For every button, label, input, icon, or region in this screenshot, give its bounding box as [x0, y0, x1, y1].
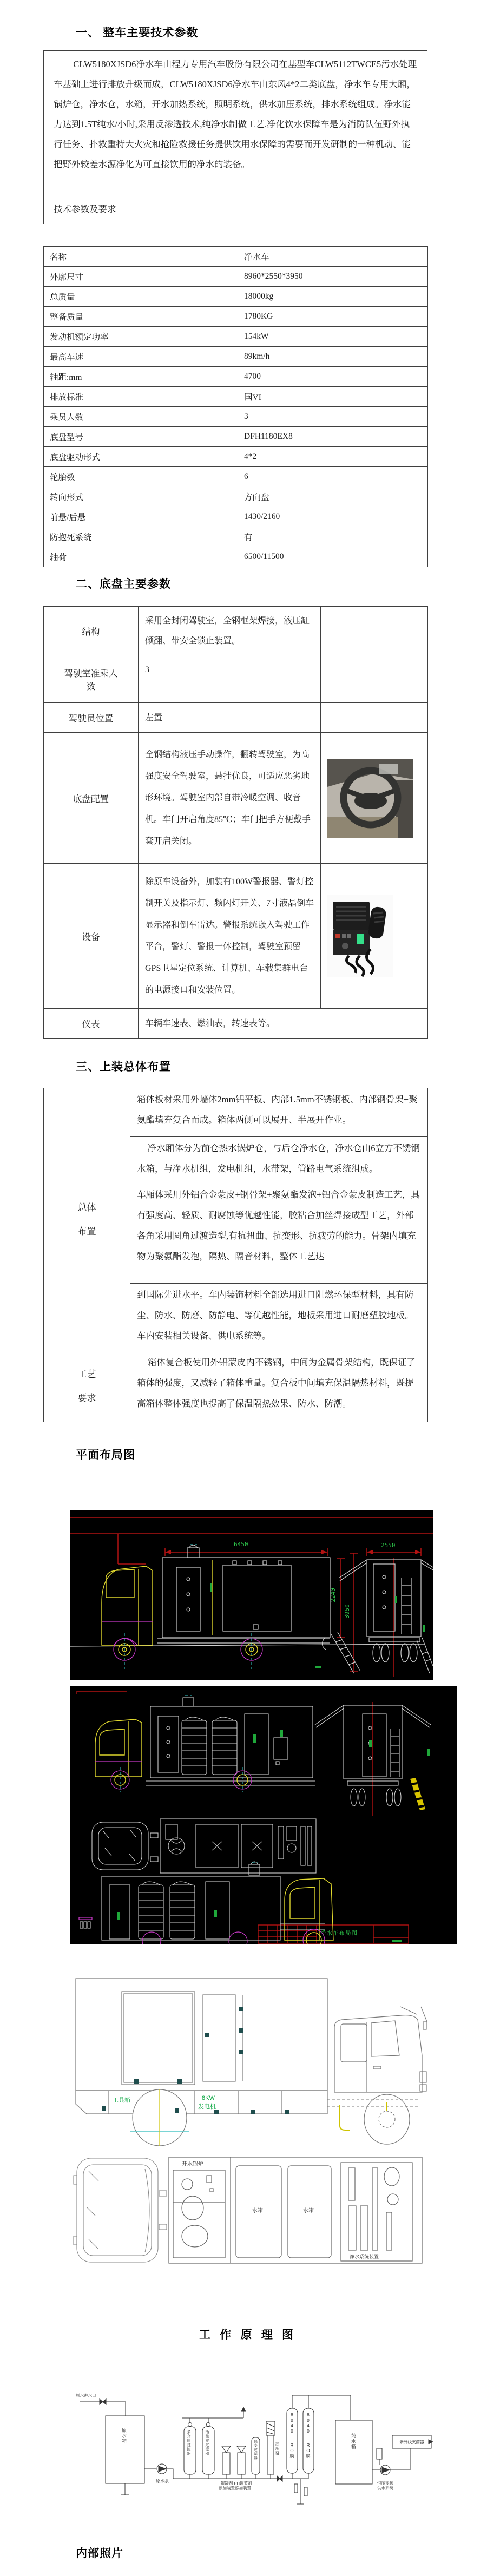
chassis-label-text: 仪表 — [82, 1019, 100, 1029]
param-label: 乘员人数 — [44, 407, 238, 427]
param-label: 轮胎数 — [44, 467, 238, 487]
steering-wheel-photo — [327, 759, 413, 838]
cad1-micro-label — [423, 1625, 425, 1632]
cad2-micro-label — [117, 1912, 120, 1920]
cad1-yellow-cab — [102, 1560, 258, 1655]
cad1-dim-box-height: 2240 — [329, 1588, 337, 1602]
steering-wheel-graphic — [327, 759, 413, 838]
cad2-title-block-text: 净水车布局图 — [320, 1930, 358, 1936]
toolbox-label: 工具箱 — [113, 2097, 130, 2104]
param-value: 4*2 — [238, 447, 428, 467]
param-value: 18000kg — [238, 287, 428, 307]
param-label: 底盘型号 — [44, 427, 238, 447]
param-value: 有 — [238, 527, 428, 547]
flow-ro1-size-label: 8040 — [289, 2413, 294, 2434]
param-value: 6500/11500 — [238, 547, 428, 567]
tech-req-cell — [44, 193, 427, 224]
flow-media-filter-label: 多介质过滤器 — [187, 2430, 190, 2456]
cad1-dim-width: 2550 — [381, 1542, 396, 1549]
param-label: 名称 — [44, 247, 238, 267]
param-value: 89km/h — [238, 347, 428, 367]
param-label: 轴荷 — [44, 547, 238, 567]
param-label: 总质量 — [44, 287, 238, 307]
flow-dosing2-line1: PH调节剂 — [234, 2481, 252, 2486]
plan-layout-heading: 平面布局图 — [76, 1448, 135, 1461]
param-label: 前悬/后悬 — [44, 507, 238, 527]
layout-text-b — [130, 1137, 428, 1284]
param-label: 轴距:mm — [44, 367, 238, 387]
layout-text-b1: 净水厢体分为前仓热水锅炉仓，与后仓净水仓，净水仓由6立方不锈钢水箱，与净水机组，发电机组，水带架，管路电气系统组成。 — [137, 1143, 420, 1174]
param-value: 1430/2160 — [238, 507, 428, 527]
chassis-extra-cell — [321, 607, 428, 655]
purifier-label: 净水系统装置 — [350, 2254, 379, 2259]
table-row — [44, 733, 428, 864]
table-row — [44, 287, 428, 307]
tank2-label: 水箱 — [303, 2208, 314, 2214]
superstructure-table — [43, 1088, 428, 1422]
chassis-label — [44, 655, 139, 703]
cad1-dim-length: 6450 — [234, 1541, 248, 1548]
craft-label-line1: 工艺 — [77, 1369, 96, 1379]
cad2-micro-label — [427, 1749, 430, 1756]
plan-drawing-svg — [70, 2153, 427, 2268]
param-value: 154kW — [238, 327, 428, 347]
table-row — [44, 267, 428, 287]
truck-side-line-drawing — [70, 1974, 427, 2148]
genset-label-line2: 发电机 — [198, 2104, 216, 2110]
param-label: 发动机额定功率 — [44, 327, 238, 347]
chassis-text: 采用全封闭驾驶室，全钢框架焊接，液压缸倾翻、带安全锁止装置。 — [139, 607, 321, 655]
cad2-striped-ramp — [410, 1778, 425, 1810]
overall-label-line2: 布置 — [77, 1226, 96, 1237]
cad2-micro-label — [280, 1730, 283, 1737]
chassis-text: 除原车设备外，加装有100W警报器、警灯控制开关及指示灯、频闪灯开关、7寸液晶倒车显示器和倒车雷达。警报系统嵌入驾驶工作平台，警灯、警报一体控制，驾驶室预留GPS卫星定位系统、计算机、车载集群电台的电源接口和安装位置。 — [139, 864, 321, 1009]
intro-paragraph: CLW5180XJSD6净水车由程力专用汽车股份有限公司在基型车CLW5112TWCE5污水处理车基础上进行排放升级而成，CLW5180XJSD6净水车由东风4*2二类底盘，净水车专用大厢，锅炉仓，净水仓，水箱，开水加热系统，照明系统，供水加压系统，排水系统组成。净水能力达到1.5T纯水/小时,采用反渗透技术,纯净水制做工艺.净化饮水保障车是为消防队伍野外执行任务、扑救重特大火灾和抢险救援任务提供饮用水保障的需要而开发研制的一种机动、能把野外较差水源净化为可直接饮用的净水的装备。 — [54, 59, 417, 169]
flow-dosing2-line2: 添加装置 — [235, 2486, 251, 2490]
chassis-table — [43, 606, 428, 1039]
table-row — [44, 347, 428, 367]
chassis-text: 左置 — [139, 703, 321, 733]
table-row — [44, 307, 428, 327]
section2-heading: 二、底盘主要参数 — [76, 577, 171, 590]
chassis-label — [44, 864, 139, 1009]
param-label: 最高车速 — [44, 347, 238, 367]
boiler-label: 开水锅炉 — [182, 2161, 203, 2167]
cad-drawing-2 — [70, 1686, 457, 1944]
table-row — [44, 487, 428, 507]
flow-pure-tank-label: 纯水箱 — [351, 2433, 356, 2449]
cad-panel-layout-views — [70, 1686, 457, 1944]
cad1-red-lines — [70, 1517, 433, 1677]
cad2-magenta — [79, 1762, 325, 1944]
table-row — [44, 193, 427, 224]
cad1-micro-label — [315, 1666, 321, 1668]
chassis-text: 全钢结构液压手动操作，翻转驾驶室，为高强度安全驾驶室，悬挂优良，可适应恶劣地形环境。驾驶室内部自带冷暖空调、收音机。车门开启角度85℃；车门把手方便戴手套开启关闭。 — [139, 733, 321, 864]
flow-inlet-label: 原水进水口 — [76, 2393, 96, 2398]
photos-heading: 内部照片 — [76, 2547, 123, 2560]
flow-raw-tank-label: 原水箱 — [121, 2428, 127, 2444]
param-value: 1780KG — [238, 307, 428, 327]
flow-uv-label: 紫外线灭菌器 — [399, 2440, 424, 2444]
table-row — [44, 507, 428, 527]
flow-dosing2-label — [229, 2481, 256, 2490]
chassis-label-text: 驾驶室准乘人数 — [64, 668, 118, 692]
siren-control-photo-cell — [321, 864, 428, 1009]
cad2-micro-label — [392, 1940, 402, 1942]
principle-heading: 工 作 原 理 图 — [199, 2328, 297, 2341]
flow-security-filter-label: 保安过滤器 — [253, 2440, 257, 2460]
genset-label-line1: 8KW — [202, 2095, 215, 2101]
cad1-micro-label — [210, 1583, 212, 1592]
flow-hp-pump-label: 高压泵 — [275, 2442, 280, 2456]
siren-control-graphic — [327, 895, 393, 977]
cad2-micro-label — [369, 1740, 372, 1747]
steering-wheel-photo-cell — [321, 733, 428, 864]
chassis-text: 3 — [139, 655, 321, 703]
flow-supply-line2: 供水系统 — [377, 2486, 393, 2490]
param-label: 防抱死系统 — [44, 527, 238, 547]
overall-label-line1: 总体 — [77, 1202, 96, 1213]
section1-heading: 一、 整车主要技术参数 — [76, 26, 199, 39]
table-row — [44, 1351, 428, 1422]
table-row — [44, 367, 428, 387]
param-value: DFH1180EX8 — [238, 427, 428, 447]
flow-supply-label — [369, 2481, 402, 2490]
chassis-label-text: 设备 — [82, 931, 100, 942]
vehicle-params-table — [43, 246, 428, 567]
param-value: 8960*2550*3950 — [238, 267, 428, 287]
intro-cell — [44, 51, 427, 193]
param-label: 整备质量 — [44, 307, 238, 327]
table-row — [44, 467, 428, 487]
side-drawing-svg — [70, 1974, 427, 2148]
plan-cab-top — [74, 2158, 167, 2262]
table-row — [44, 447, 428, 467]
flow-dosing1-line2: 添加装置 — [219, 2486, 235, 2490]
flow-carbon-filter-label: 活性炭过滤器 — [205, 2430, 209, 2456]
cad1-dim-total-height: 3950 — [343, 1604, 351, 1619]
chassis-label — [44, 703, 139, 733]
param-value: 6 — [238, 467, 428, 487]
plan-view-line-drawing — [70, 2153, 427, 2268]
table-row — [44, 247, 428, 267]
table-row — [44, 703, 428, 733]
tech-req-label: 技术参数及要求 — [54, 204, 116, 214]
chassis-label-text: 结构 — [82, 626, 100, 637]
side-drawing-lines — [76, 1979, 427, 2146]
table-row — [44, 547, 428, 567]
param-value: 国VI — [238, 387, 428, 407]
chassis-extra-cell — [321, 703, 428, 733]
cad1-magenta — [102, 1621, 262, 1660]
tank1-label: 水箱 — [252, 2208, 263, 2214]
chassis-label — [44, 607, 139, 655]
table-row — [44, 387, 428, 407]
cad2-micro-label — [214, 1910, 217, 1917]
chassis-text: 车辆车速表、燃油表，转速表等。 — [139, 1009, 428, 1039]
param-value: 3 — [238, 407, 428, 427]
table-row — [44, 407, 428, 427]
craft-req-label — [44, 1351, 130, 1422]
cad-panel-side-rear — [70, 1510, 433, 1680]
flow-supply-line1: 恒压变频 — [377, 2481, 393, 2486]
table-row — [44, 51, 427, 193]
craft-label-line2: 要求 — [77, 1393, 96, 1403]
craft-req-text: 箱体复合板使用外铝蒙皮内不锈钢，中间为金属骨架结构，既保证了箱体的强度，又减轻了箱体重量。复合板中间填充保温隔热材料，既提高箱体整体强度也提高了保温隔热效果、防水、防潮。 — [137, 1357, 416, 1409]
param-label: 外廓尺寸 — [44, 267, 238, 287]
param-label: 排放标准 — [44, 387, 238, 407]
table-row — [44, 527, 428, 547]
param-value: 方向盘 — [238, 487, 428, 507]
process-flow-diagram — [76, 2377, 433, 2539]
siren-control-photo — [327, 895, 393, 977]
flow-raw-pump-label: 原水泵 — [156, 2479, 169, 2483]
chassis-label-text: 驾驶员位置 — [68, 713, 114, 724]
layout-text-c: 到国际先进水平。车内装饰材料全部选用进口阻燃环保型材料，具有防尘、防水、防磨、防静电、等优越性能，地板采用进口耐磨塑胶地板。车内安装相关设备、供电系统等。 — [130, 1284, 428, 1351]
overall-layout-label — [44, 1088, 130, 1351]
table-row — [44, 864, 428, 1009]
cad2-micro-label — [253, 1734, 256, 1743]
intro-table — [43, 50, 427, 224]
flow-dosing1-line1: 絮凝剂 — [220, 2481, 233, 2486]
table-row — [44, 1088, 428, 1137]
flow-ro2-mem-label: RO膜 — [306, 2443, 311, 2459]
flow-ro1-mem-label: RO膜 — [289, 2443, 294, 2459]
cad2-red-lines — [77, 1691, 409, 1943]
chassis-extra-cell — [321, 655, 428, 703]
section3-heading: 三、上装总体布置 — [76, 1060, 171, 1073]
flow-ro2-size-label: 8040 — [306, 2413, 311, 2434]
layout-text-d — [130, 1351, 428, 1422]
chassis-label-text: 底盘配置 — [73, 793, 109, 804]
param-value: 4700 — [238, 367, 428, 387]
chassis-label — [44, 733, 139, 864]
param-label: 底盘驱动形式 — [44, 447, 238, 467]
table-row — [44, 1009, 428, 1039]
table-row — [44, 607, 428, 655]
cad-drawing-1 — [70, 1510, 433, 1680]
cad1-micro-label — [395, 1596, 397, 1603]
table-row — [44, 655, 428, 703]
param-label: 转向形式 — [44, 487, 238, 507]
table-row — [44, 427, 428, 447]
chassis-label — [44, 1009, 139, 1039]
table-row — [44, 327, 428, 347]
param-value: 净水车 — [238, 247, 428, 267]
layout-text-b2: 车厢体采用外铝合金蒙皮+钢骨架+聚氨酯发泡+铝合金蒙皮制造工艺，具有强度高、轻质、耐腐蚀等优越性能，胶粘合加丝焊接成型工艺，外部各角采用圆角过渡造型,有抗扭曲、抗变形、抗疲劳的能力。骨架内填充物为聚氨酯发泡，隔热、隔音材料，整体工艺达 — [137, 1190, 420, 1261]
plan-box — [169, 2157, 422, 2263]
layout-text-a: 箱体板材采用外墙体2mm铝平板、内部1.5mm不锈钢板、内部钢骨架+聚氨酯填充复合而成。箱体两侧可以展开、半展开作业。 — [130, 1088, 428, 1137]
